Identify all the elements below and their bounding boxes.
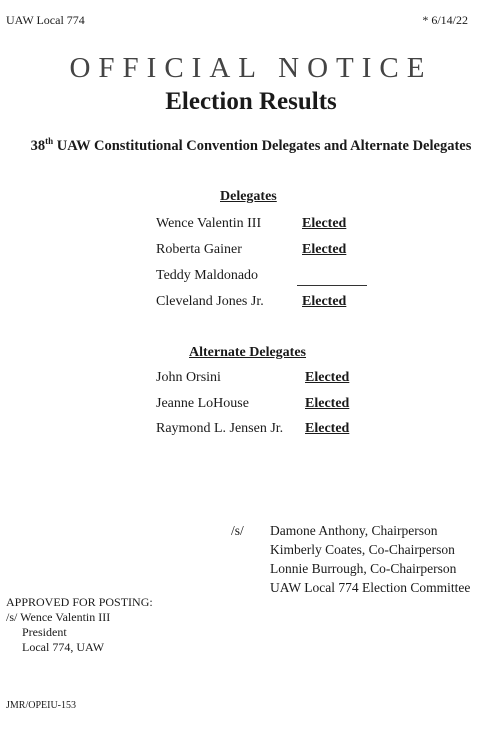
- signature-mark: /s/: [231, 523, 244, 538]
- alternate-name: John Orsini: [156, 370, 221, 385]
- alternate-status: Elected: [305, 370, 350, 385]
- delegate-status: Elected: [302, 216, 347, 231]
- alternate-name: Raymond L. Jensen Jr.: [156, 421, 284, 436]
- delegates-heading: Delegates: [220, 189, 277, 204]
- signature-line: Damone Anthony, Chairperson: [270, 523, 438, 538]
- signature-line: Kimberly Coates, Co-Chairperson: [270, 542, 455, 557]
- approval-org: Local 774, UAW: [22, 640, 105, 654]
- delegate-name: Teddy Maldonado: [156, 268, 259, 283]
- delegate-status-blank-line: [297, 285, 367, 286]
- delegate-status: Elected: [302, 294, 347, 309]
- alternate-delegates-heading: Alternate Delegates: [189, 345, 307, 360]
- delegate-name: Cleveland Jones Jr.: [156, 294, 264, 309]
- delegate-name: Wence Valentin III: [156, 216, 262, 231]
- header-local: UAW Local 774: [6, 13, 85, 27]
- approval-heading: APPROVED FOR POSTING:: [6, 595, 153, 609]
- approval-signer: /s/ Wence Valentin III: [6, 610, 111, 624]
- delegate-status: Elected: [302, 242, 347, 257]
- delegate-name: Roberta Gainer: [156, 242, 242, 257]
- signature-line: UAW Local 774 Election Committee: [270, 580, 471, 595]
- official-notice-title: OFFICIAL NOTICE: [69, 52, 433, 84]
- convention-ordinal-number: 38: [30, 137, 46, 154]
- signature-line: Lonnie Burrough, Co-Chairperson: [270, 561, 457, 576]
- election-results-title: Election Results: [165, 88, 337, 115]
- footer-code: JMR/OPEIU-153: [6, 700, 77, 711]
- convention-heading: [0, 136, 502, 155]
- convention-text: UAW Constitutional Convention Delegates and Alternate Delegates: [53, 137, 472, 154]
- alternate-name: Jeanne LoHouse: [156, 396, 249, 411]
- header-date: * 6/14/22: [422, 13, 468, 27]
- approval-title: President: [22, 625, 67, 639]
- alternate-status: Elected: [305, 396, 350, 411]
- convention-ordinal-suffix: th: [45, 136, 54, 146]
- alternate-status: Elected: [305, 421, 350, 436]
